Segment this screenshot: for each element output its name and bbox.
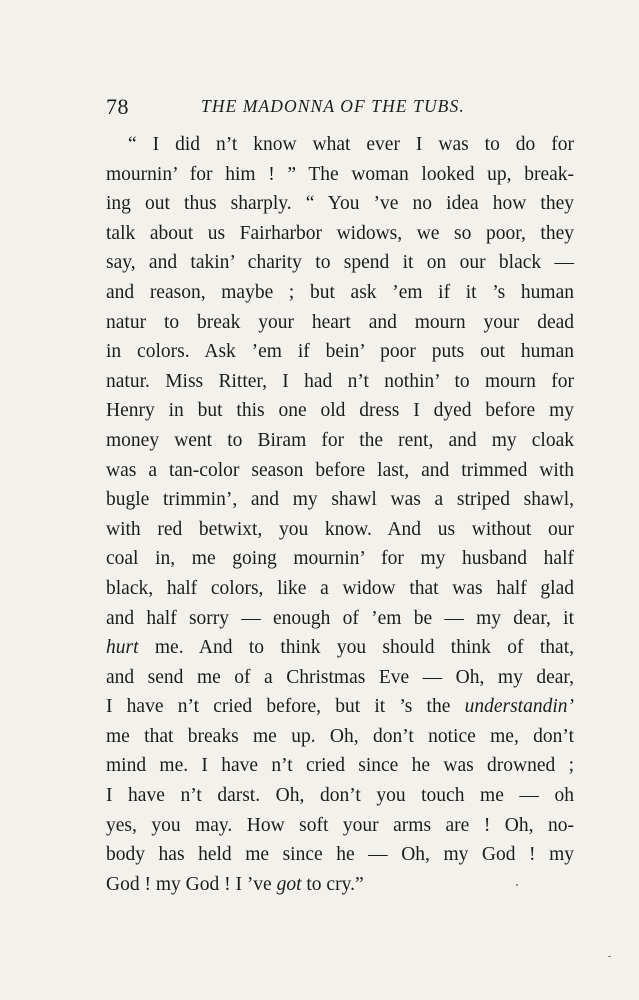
text-line: with red betwixt, you know. And us without our [106,518,574,540]
italic-word: hurt [106,637,139,659]
text-line [106,692,574,722]
text-line: was a tan-color season before last, and trimmed with [106,459,574,481]
text-line: ing out thus sharply. “ You ’ve no idea how they [106,193,574,215]
text-line: and reason, maybe ; but ask ’em if it ’s human [106,281,574,303]
text-span: me. And to think you should think of that, [138,637,574,659]
text-line: “ I did n’t know what ever I was to do for [128,134,574,155]
text-line: and send me of a Christmas Eve — Oh, my dear, [106,666,574,688]
text-line: in colors. Ask ’em if bein’ poor puts out human [106,341,574,363]
text-line: me that breaks me up. Oh, don’t notice me, don’t [106,725,574,747]
text-line: money went to Biram for the rent, and my cloak [106,429,574,451]
text-line: coal in, me going mournin’ for my husband half [106,548,574,570]
text-span: I have n’t cried before, but it ’s the [106,696,465,718]
text-line: body has held me since he — Oh, my God ! my [106,844,574,866]
running-title: THE MADONNA OF THE TUBS. [201,96,465,116]
text-line [106,633,574,663]
text-span: to cry.” [301,873,364,895]
text-line: natur. Miss Ritter, I had n’t nothin’ to mourn for [106,370,574,392]
text-line: Henry in but this one old dress I dyed before my [106,400,574,422]
text-line: yes, you may. How soft your arms are ! Oh, no- [106,814,574,836]
page-number: 78 [106,94,129,119]
text-line [106,870,574,900]
text-line: say, and takin’ charity to spend it on our black — [106,252,574,274]
paper-speck [516,884,518,886]
body-text [106,130,574,899]
text-line: bugle trimmin’, and my shawl was a striped shawl, [106,489,574,511]
paper-speck [608,956,611,957]
text-line: mournin’ for him ! ” The woman looked up, break- [106,163,574,185]
text-line: I have n’t darst. Oh, don’t you touch me — oh [106,785,574,807]
text-line: talk about us Fairharbor widows, we so poor, they [106,222,574,244]
italic-word: got [276,873,302,895]
text-line: and half sorry — enough of ’em be — my dear, it [106,607,574,629]
text-line: mind me. I have n’t cried since he was drowned ; [106,755,574,777]
italic-word: understandin’ [464,696,574,718]
text-span: God ! my God ! I ’ve [106,873,277,895]
text-line: natur to break your heart and mourn your dead [106,311,574,333]
page-header [106,94,581,124]
text-line: black, half colors, like a widow that was half glad [106,577,574,599]
